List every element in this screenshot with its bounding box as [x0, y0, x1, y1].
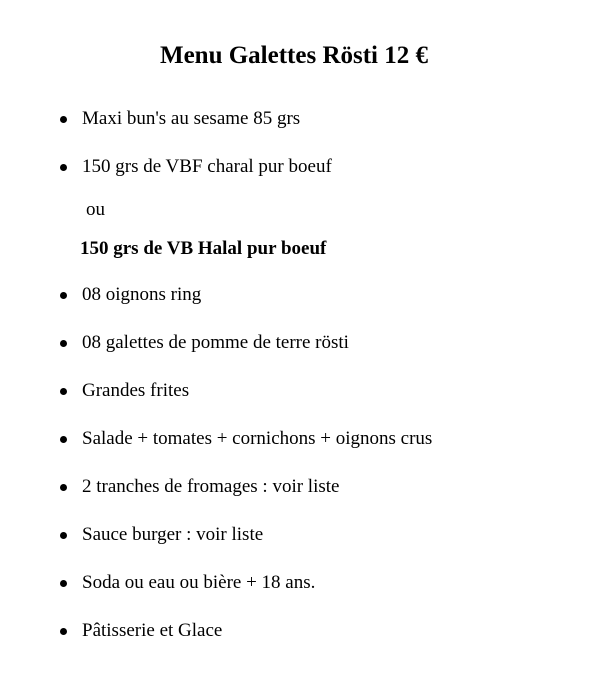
bullet-icon: [60, 116, 67, 123]
alternative-connector: ou: [86, 199, 105, 220]
bullet-icon: [60, 484, 67, 491]
list-item: Soda ou eau ou bière + 18 ans.: [82, 572, 316, 593]
bullet-icon: [60, 164, 67, 171]
list-item: Grandes frites: [82, 380, 190, 401]
list-item: 08 oignons ring: [82, 284, 202, 305]
alternative-option: 150 grs de VB Halal pur boeuf: [80, 238, 327, 259]
list-item: Salade + tomates + cornichons + oignons crus: [82, 428, 433, 449]
list-item: Maxi bun's au sesame 85 grs: [82, 108, 301, 129]
bullet-icon: [60, 532, 67, 539]
list-item: Sauce burger : voir liste: [82, 524, 264, 545]
bullet-icon: [60, 628, 67, 635]
list-item: Pâtisserie et Glace: [82, 620, 223, 641]
bullet-icon: [60, 580, 67, 587]
list-item: 2 tranches de fromages : voir liste: [82, 476, 340, 497]
bullet-icon: [60, 292, 67, 299]
bullet-icon: [60, 340, 67, 347]
bullet-icon: [60, 388, 67, 395]
page-title: Menu Galettes Rösti 12 €: [159, 42, 429, 69]
list-item: 08 galettes de pomme de terre rösti: [82, 332, 349, 353]
list-item: 150 grs de VBF charal pur boeuf: [82, 156, 332, 177]
bullet-icon: [60, 436, 67, 443]
